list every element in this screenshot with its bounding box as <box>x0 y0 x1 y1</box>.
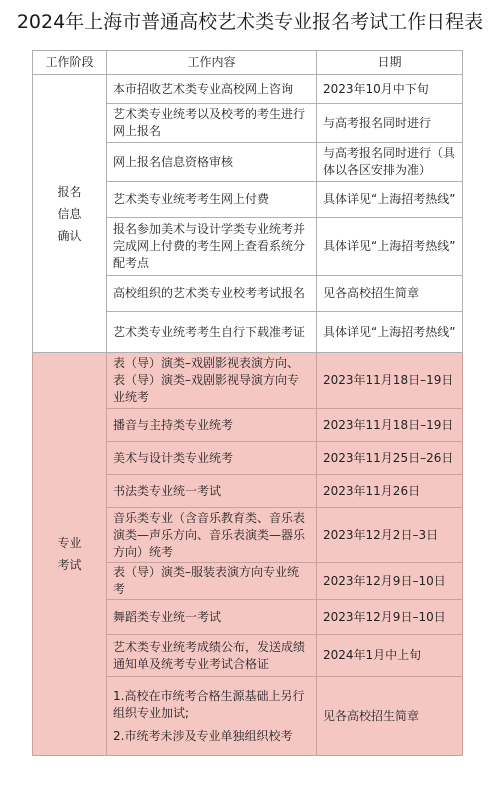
row-date-cell: 与高考报名同时进行（具体以各区安排为准） <box>317 143 463 182</box>
row-date-cell: 2023年11月25日–26日 <box>317 442 463 475</box>
stage-label-line: 报名 <box>57 184 82 199</box>
row-content-cell: 本市招收艺术类专业高校网上咨询 <box>107 75 317 104</box>
row-date-cell: 2023年11月26日 <box>317 475 463 508</box>
row-content-cell: 音乐类专业（含音乐教育类、音乐表演类—声乐方向、音乐表演类—器乐方向）统考 <box>107 508 317 563</box>
row-content-cell: 报名参加美术与设计学类专业统考并完成网上付费的考生网上查看系统分配考点 <box>107 218 317 276</box>
row-content-cell <box>107 677 317 756</box>
row-content-line: 1.高校在市统考合格生源基础上另行组织专业加试; <box>113 688 305 720</box>
row-date-cell: 具体详见“上海招考热线” <box>317 182 463 218</box>
header-date: 日期 <box>317 51 463 75</box>
row-date-cell: 见各高校招生简章 <box>317 677 463 756</box>
row-content-cell: 艺术类专业统考考生网上付费 <box>107 182 317 218</box>
stage-label-line: 信息 <box>57 206 82 221</box>
row-content-line: 2.市统考未涉及专业单独组织校考 <box>113 728 293 743</box>
header-content: 工作内容 <box>107 51 317 75</box>
row-content-cell: 艺术类专业统考成绩公布，发送成绩通知单及统考专业考试合格证 <box>107 635 317 677</box>
stage-label-line: 考试 <box>57 558 82 572</box>
schedule-table <box>32 50 463 756</box>
row-date-cell: 2023年12月9日–10日 <box>317 563 463 600</box>
section-registration <box>33 75 463 353</box>
stage-label-line: 专业 <box>57 536 82 550</box>
row-content-cell: 艺术类专业统考以及校考的考生进行网上报名 <box>107 104 317 143</box>
row-date-cell: 2023年11月18日–19日 <box>317 409 463 442</box>
row-content-cell: 网上报名信息资格审核 <box>107 143 317 182</box>
row-content-cell: 艺术类专业统考考生自行下载准考证 <box>107 312 317 353</box>
stage-label-line: 确认 <box>57 228 82 243</box>
row-content-cell: 舞蹈类专业统一考试 <box>107 600 317 635</box>
header-stage: 工作阶段 <box>33 51 107 75</box>
row-content-cell: 书法类专业统一考试 <box>107 475 317 508</box>
row-date-cell: 2023年11月18日–19日 <box>317 353 463 409</box>
row-date-cell: 2023年10月中下旬 <box>317 75 463 104</box>
row-date-cell: 具体详见“上海招考热线” <box>317 312 463 353</box>
row-date-cell: 2024年1月中上旬 <box>317 635 463 677</box>
row-date-cell: 与高考报名同时进行 <box>317 104 463 143</box>
table-header-row <box>33 51 463 75</box>
row-date-cell: 见各高校招生简章 <box>317 276 463 312</box>
row-content-cell: 表（导）演类–服装表演方向专业统考 <box>107 563 317 600</box>
row-date-cell: 2023年12月2日–3日 <box>317 508 463 563</box>
stage-exams-label <box>33 353 107 756</box>
row-date-cell: 具体详见“上海招考热线” <box>317 218 463 276</box>
row-content-cell: 高校组织的艺术类专业校考考试报名 <box>107 276 317 312</box>
page-title: 2024年上海市普通高校艺术类专业报名考试工作日程表 <box>16 11 484 33</box>
stage-registration-label <box>33 75 107 353</box>
row-content-cell: 美术与设计类专业统考 <box>107 442 317 475</box>
table-row <box>33 353 463 409</box>
row-content-cell: 播音与主持类专业统考 <box>107 409 317 442</box>
table-row <box>33 75 463 104</box>
row-content-cell: 表（导）演类–戏剧影视表演方向、表（导）演类–戏剧影视导演方向专业统考 <box>107 353 317 409</box>
row-date-cell: 2023年12月9日–10日 <box>317 600 463 635</box>
section-exams <box>33 353 463 756</box>
